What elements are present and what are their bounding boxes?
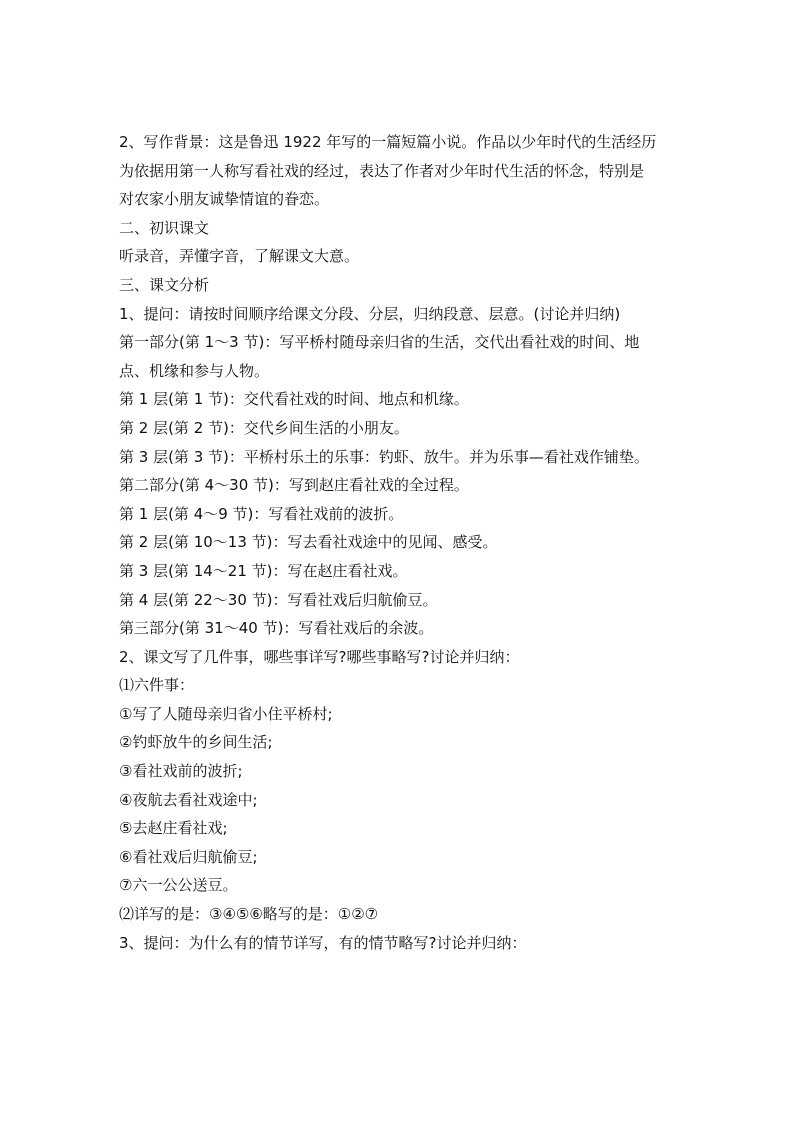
part-1-layer-2: 第 2 层(第 2 节)：交代乡间生活的小朋友。: [119, 418, 409, 437]
question-3: 3、提问：为什么有的情节详写，有的情节略写?讨论并归纳：: [119, 933, 527, 952]
detail-summary: ⑵详写的是：③④⑤⑥略写的是：①②⑦: [119, 905, 379, 924]
part-3-summary: 第三部分(第 31～40 节)：写看社戏后的余波。: [119, 619, 434, 638]
event-item-7: ⑦六一公公送豆。: [119, 876, 238, 895]
six-events-heading: ⑴六件事：: [119, 676, 195, 695]
question-1: 1、提问：请按时间顺序给课文分段、分层，归纳段意、层意。(讨论并归纳): [119, 304, 621, 323]
part-1-layer-1: 第 1 层(第 1 节)：交代看社戏的时间、地点和机缘。: [119, 390, 469, 409]
section-heading-text-analysis: 三、课文分析: [119, 275, 210, 294]
background-paragraph-line-3: 对农家小朋友诚挚情谊的眷恋。: [119, 190, 330, 209]
background-paragraph-line-2: 为依据用第一人称写看社戏的经过，表达了作者对少年时代生活的怀念，特别是: [119, 161, 645, 180]
part-1-line-2: 点、机缘和参与人物。: [119, 361, 270, 380]
part-2-layer-1: 第 1 层(第 4～9 节)：写看社戏前的波折。: [119, 504, 404, 523]
part-2-summary: 第二部分(第 4～30 节)：写到赵庄看社戏的全过程。: [119, 476, 469, 495]
first-reading-text: 听录音，弄懂字音，了解课文大意。: [119, 247, 360, 266]
part-2-layer-2: 第 2 层(第 10～13 节)：写去看社戏途中的见闻、感受。: [119, 533, 498, 552]
part-2-layer-3: 第 3 层(第 14～21 节)：写在赵庄看社戏。: [119, 561, 408, 580]
event-item-1: ①写了人随母亲归省小住平桥村;: [119, 704, 333, 723]
event-item-3: ③看社戏前的波折;: [119, 762, 243, 781]
event-item-2: ②钓虾放牛的乡间生活;: [119, 733, 273, 752]
event-item-4: ④夜航去看社戏途中;: [119, 790, 258, 809]
question-2: 2、课文写了几件事，哪些事详写?哪些事略写?讨论并归纳：: [119, 647, 520, 666]
document-body: [119, 128, 679, 957]
section-heading-first-reading: 二、初识课文: [119, 218, 210, 237]
part-1-line-1: 第一部分(第 1～3 节)：写平桥村随母亲归省的生活，交代出看社戏的时间、地: [119, 333, 640, 352]
background-paragraph-line-1: 2、写作背景：这是鲁迅 1922 年写的一篇短篇小说。作品以少年时代的生活经历: [119, 133, 657, 151]
event-item-5: ⑤去赵庄看社戏;: [119, 819, 228, 838]
part-2-layer-4: 第 4 层(第 22～30 节)：写看社戏后归航偷豆。: [119, 590, 438, 609]
part-1-layer-3: 第 3 层(第 3 节)：平桥村乐土的乐事：钓虾、放牛。并为乐事—看社戏作铺垫。: [119, 447, 649, 466]
event-item-6: ⑥看社戏后归航偷豆;: [119, 847, 258, 866]
